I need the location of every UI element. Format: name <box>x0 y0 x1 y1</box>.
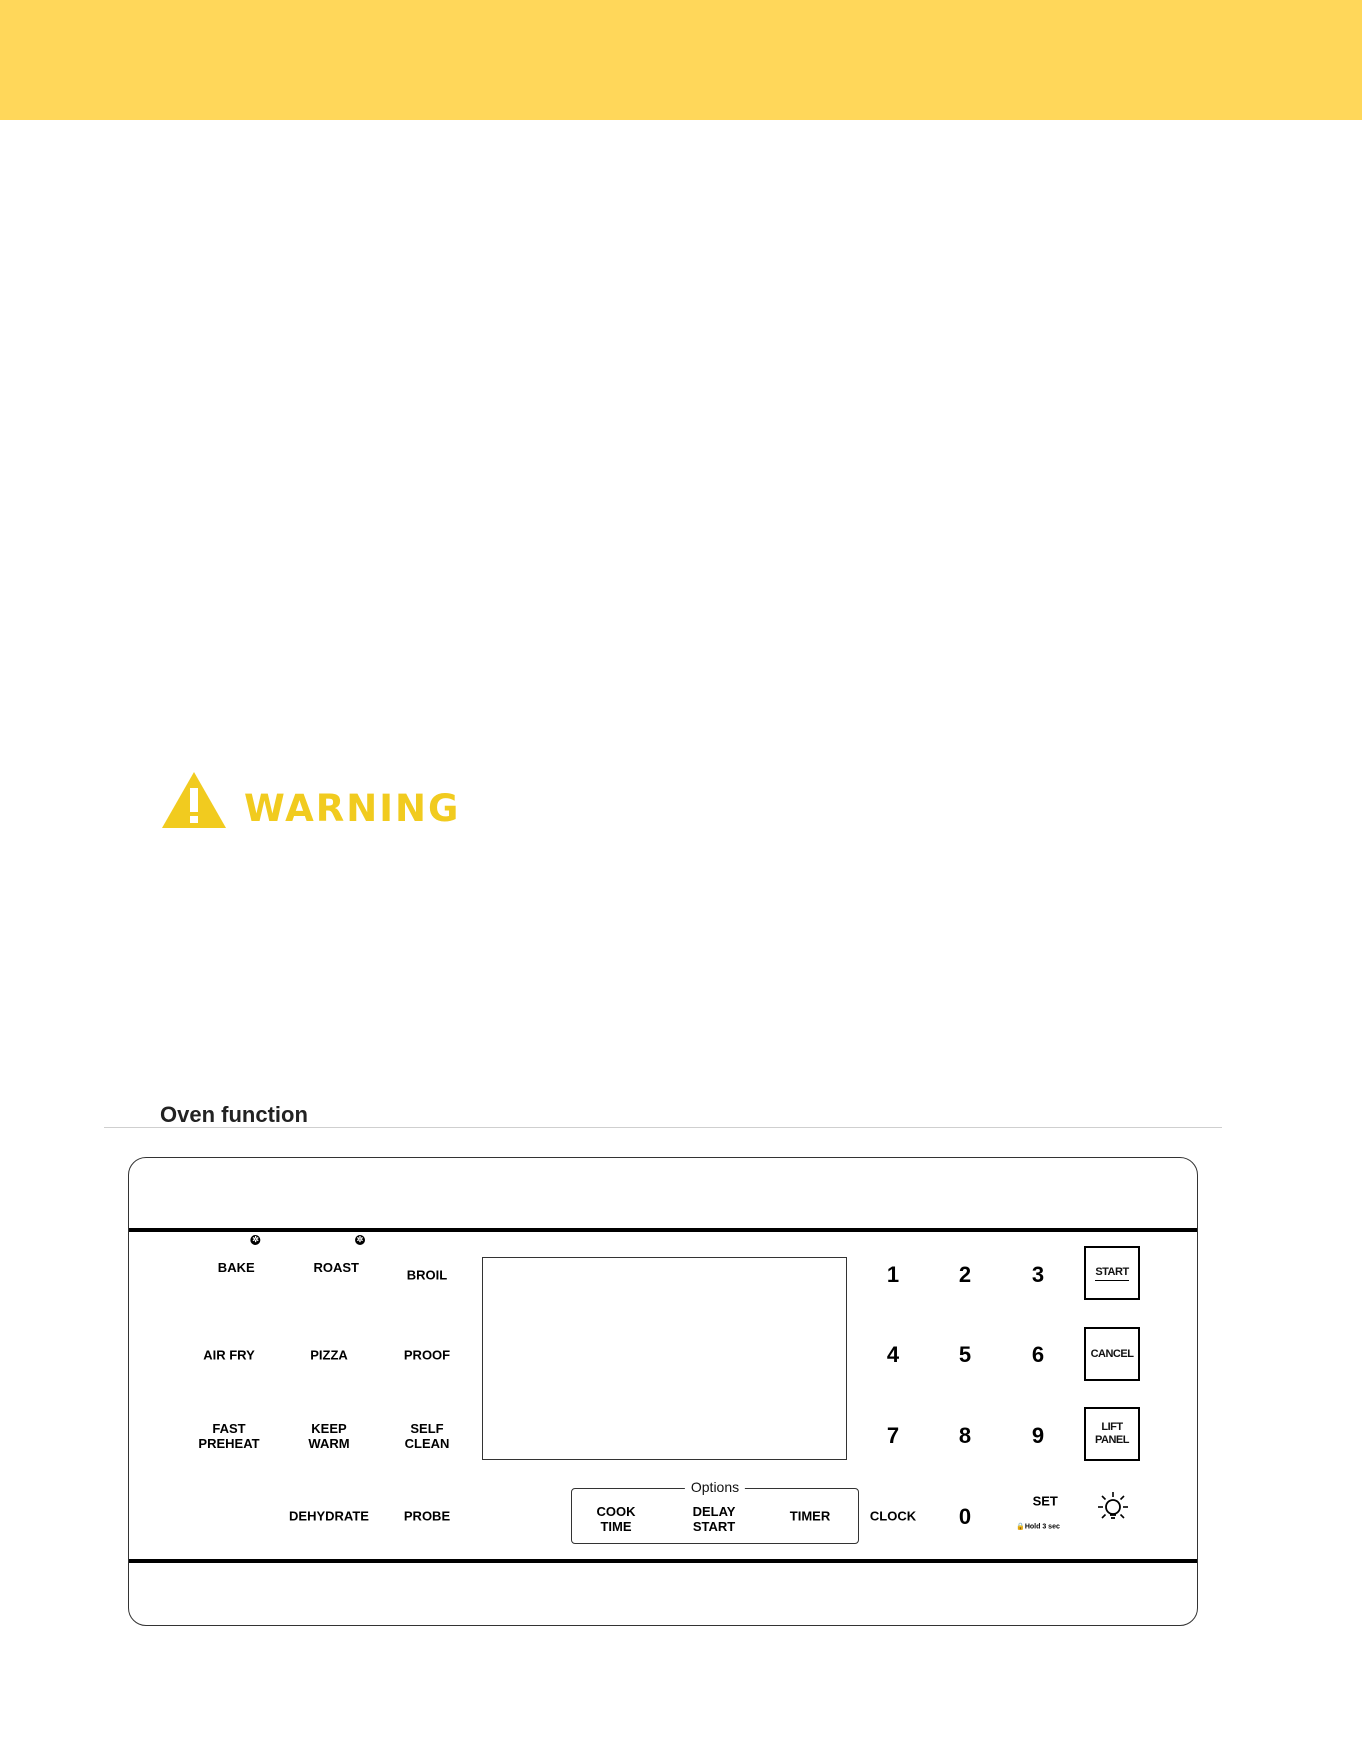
light-bulb-icon[interactable] <box>1095 1490 1131 1526</box>
keypad-6[interactable]: 6 <box>1031 1342 1045 1367</box>
keypad-5[interactable]: 5 <box>958 1342 972 1367</box>
set-label: SET <box>1032 1493 1058 1509</box>
proof-button[interactable]: PROOF <box>403 1347 451 1363</box>
lift-panel-button[interactable] <box>1084 1407 1140 1461</box>
keep-warm-button[interactable]: KEEP WARM <box>308 1421 350 1451</box>
cook-time-button[interactable]: COOK TIME <box>596 1504 636 1534</box>
roast-button[interactable] <box>299 1235 364 1305</box>
keypad-9[interactable]: 9 <box>1031 1423 1045 1448</box>
warning-triangle-icon <box>160 770 228 830</box>
cancel-button[interactable] <box>1084 1327 1140 1381</box>
start-button[interactable] <box>1084 1246 1140 1300</box>
bake-button[interactable] <box>203 1235 259 1305</box>
timer-button[interactable]: TIMER <box>789 1508 831 1524</box>
lock-icon: 🔒 <box>1016 1523 1025 1531</box>
self-clean-button[interactable]: SELF CLEAN <box>404 1421 450 1451</box>
keypad-1[interactable]: 1 <box>886 1262 900 1287</box>
oven-control-panel <box>128 1157 1198 1626</box>
keypad-4[interactable]: 4 <box>886 1342 900 1367</box>
keypad-8[interactable]: 8 <box>958 1423 972 1448</box>
dehydrate-button[interactable]: DEHYDRATE <box>289 1508 369 1524</box>
air-fry-button[interactable]: AIR FRY <box>203 1347 255 1363</box>
fan-icon: ✲ <box>356 1235 364 1244</box>
bake-label: BAKE <box>217 1260 255 1275</box>
broil-button[interactable]: BROIL <box>406 1267 448 1283</box>
panel-top-line <box>129 1228 1197 1232</box>
start-label: START <box>1095 1266 1128 1281</box>
keypad-7[interactable]: 7 <box>886 1423 900 1448</box>
delay-start-button[interactable]: DELAY START <box>692 1504 736 1534</box>
section-divider <box>104 1127 1222 1128</box>
set-button[interactable] <box>1016 1479 1060 1562</box>
keypad-3[interactable]: 3 <box>1031 1262 1045 1287</box>
cancel-label: CANCEL <box>1090 1347 1134 1360</box>
keypad-0[interactable]: 0 <box>958 1504 972 1529</box>
set-sublabel: 🔒Hold 3 sec <box>1016 1523 1060 1531</box>
fast-preheat-button[interactable]: FAST PREHEAT <box>198 1421 260 1451</box>
section-title: Oven function <box>160 1102 308 1127</box>
options-label: Options <box>685 1478 745 1496</box>
probe-button[interactable]: PROBE <box>403 1508 451 1524</box>
lift-panel-label: LIFT PANEL <box>1095 1421 1129 1446</box>
keypad-2[interactable]: 2 <box>958 1262 972 1287</box>
warning-label: WARNING <box>244 787 461 830</box>
roast-label: ROAST <box>313 1260 359 1275</box>
display-screen <box>482 1257 847 1460</box>
pizza-button[interactable]: PIZZA <box>310 1347 348 1363</box>
fan-icon: ✲ <box>252 1235 259 1244</box>
header-band <box>0 0 1362 120</box>
clock-button[interactable]: CLOCK <box>869 1508 917 1524</box>
